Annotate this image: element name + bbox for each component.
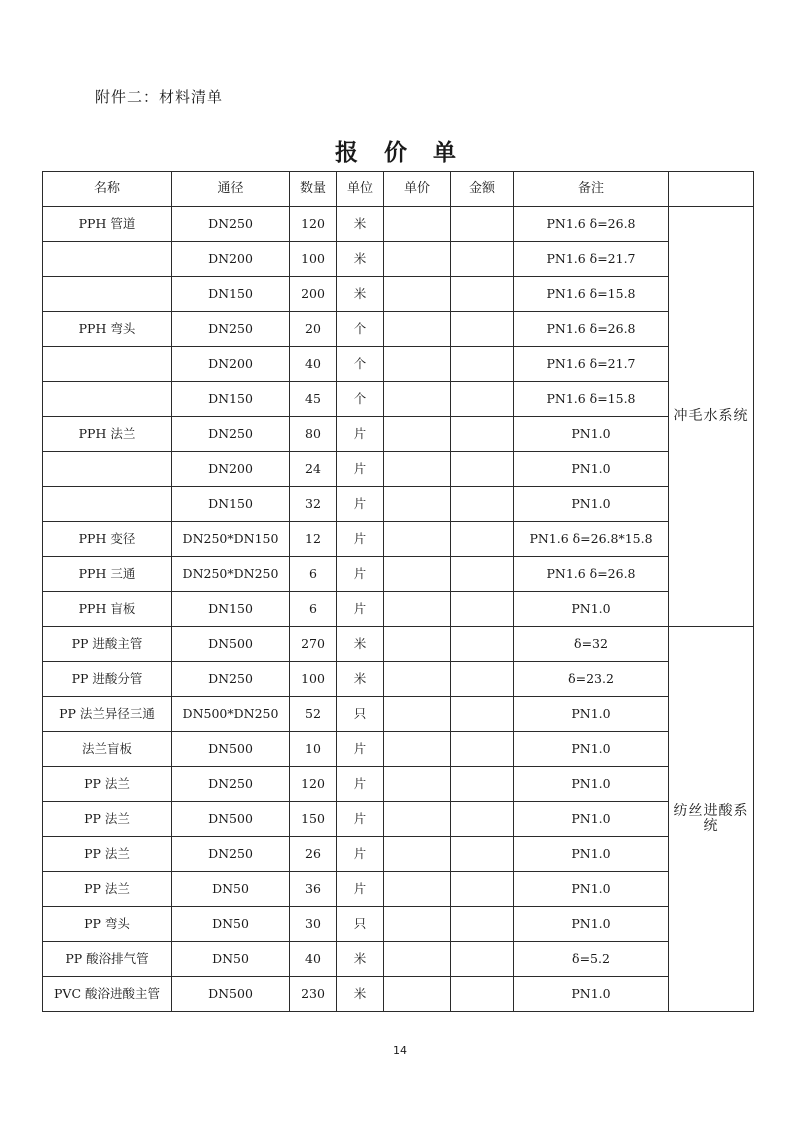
table-row <box>43 242 754 277</box>
item-qty: 150 <box>290 802 337 837</box>
item-spec: DN150 <box>172 382 290 417</box>
item-spec: DN200 <box>172 452 290 487</box>
item-name <box>43 347 172 382</box>
item-spec: DN250 <box>172 837 290 872</box>
item-remark: δ=32 <box>514 627 669 662</box>
header-amount: 金额 <box>451 172 514 207</box>
item-unit: 个 <box>337 382 384 417</box>
item-unit: 米 <box>337 277 384 312</box>
item-spec: DN500*DN250 <box>172 697 290 732</box>
item-name: PPH 法兰 <box>43 417 172 452</box>
item-amount <box>451 382 514 417</box>
item-remark: PN1.0 <box>514 697 669 732</box>
page-number: 14 <box>393 1044 407 1057</box>
item-spec: DN250*DN150 <box>172 522 290 557</box>
item-unit-price <box>384 347 451 382</box>
item-unit: 片 <box>337 872 384 907</box>
item-unit-price <box>384 312 451 347</box>
table-row <box>43 942 754 977</box>
item-unit-price <box>384 802 451 837</box>
item-amount <box>451 732 514 767</box>
item-qty: 120 <box>290 207 337 242</box>
item-qty: 52 <box>290 697 337 732</box>
table-row <box>43 452 754 487</box>
item-unit-price <box>384 487 451 522</box>
item-remark: PN1.6 δ=26.8 <box>514 557 669 592</box>
item-qty: 45 <box>290 382 337 417</box>
item-unit: 只 <box>337 907 384 942</box>
table-row <box>43 732 754 767</box>
header-price: 单价 <box>384 172 451 207</box>
item-name: PP 弯头 <box>43 907 172 942</box>
item-spec: DN150 <box>172 487 290 522</box>
item-unit-price <box>384 417 451 452</box>
item-amount <box>451 977 514 1012</box>
item-qty: 230 <box>290 977 337 1012</box>
item-qty: 30 <box>290 907 337 942</box>
header-spec: 通径 <box>172 172 290 207</box>
table-row <box>43 347 754 382</box>
item-spec: DN250 <box>172 207 290 242</box>
item-name: PPH 管道 <box>43 207 172 242</box>
item-amount <box>451 417 514 452</box>
item-unit: 片 <box>337 767 384 802</box>
item-remark: PN1.6 δ=26.8 <box>514 207 669 242</box>
table-header-row <box>43 172 754 207</box>
item-remark: δ=5.2 <box>514 942 669 977</box>
table-row <box>43 627 754 662</box>
item-name: PP 酸浴排气管 <box>43 942 172 977</box>
item-unit-price <box>384 977 451 1012</box>
item-remark: PN1.0 <box>514 802 669 837</box>
item-remark: PN1.6 δ=26.8 <box>514 312 669 347</box>
item-unit-price <box>384 907 451 942</box>
item-amount <box>451 767 514 802</box>
item-amount <box>451 207 514 242</box>
item-name: PPH 弯头 <box>43 312 172 347</box>
item-amount <box>451 452 514 487</box>
item-name: PVC 酸浴进酸主管 <box>43 977 172 1012</box>
item-qty: 200 <box>290 277 337 312</box>
table-row <box>43 802 754 837</box>
item-unit: 片 <box>337 557 384 592</box>
item-spec: DN200 <box>172 242 290 277</box>
item-name: PPH 盲板 <box>43 592 172 627</box>
table-row <box>43 557 754 592</box>
item-unit: 个 <box>337 312 384 347</box>
item-amount <box>451 312 514 347</box>
system-group-label: 纺丝进酸系统 <box>669 627 754 1012</box>
table-row <box>43 907 754 942</box>
item-spec: DN50 <box>172 942 290 977</box>
table-row <box>43 977 754 1012</box>
item-amount <box>451 277 514 312</box>
table-row <box>43 382 754 417</box>
item-remark: PN1.0 <box>514 767 669 802</box>
item-spec: DN250*DN250 <box>172 557 290 592</box>
item-amount <box>451 487 514 522</box>
item-name: PP 法兰异径三通 <box>43 697 172 732</box>
item-unit-price <box>384 207 451 242</box>
table-row <box>43 697 754 732</box>
item-remark: PN1.6 δ=15.8 <box>514 382 669 417</box>
item-qty: 100 <box>290 662 337 697</box>
item-unit-price <box>384 557 451 592</box>
item-spec: DN500 <box>172 627 290 662</box>
item-qty: 270 <box>290 627 337 662</box>
item-name <box>43 242 172 277</box>
item-unit: 片 <box>337 802 384 837</box>
table-row <box>43 522 754 557</box>
item-name <box>43 382 172 417</box>
item-unit-price <box>384 592 451 627</box>
item-unit-price <box>384 767 451 802</box>
item-name <box>43 487 172 522</box>
header-system <box>669 172 754 207</box>
item-qty: 6 <box>290 557 337 592</box>
quote-title: 报 价 单 <box>334 139 465 166</box>
item-amount <box>451 662 514 697</box>
item-unit: 米 <box>337 627 384 662</box>
header-name: 名称 <box>43 172 172 207</box>
item-amount <box>451 872 514 907</box>
item-remark: PN1.6 δ=21.7 <box>514 347 669 382</box>
item-qty: 40 <box>290 942 337 977</box>
item-amount <box>451 522 514 557</box>
table-row <box>43 207 754 242</box>
item-qty: 10 <box>290 732 337 767</box>
item-name: PP 法兰 <box>43 767 172 802</box>
item-unit: 米 <box>337 242 384 277</box>
item-remark: PN1.0 <box>514 592 669 627</box>
item-unit-price <box>384 382 451 417</box>
item-spec: DN250 <box>172 662 290 697</box>
item-unit-price <box>384 277 451 312</box>
item-remark: PN1.0 <box>514 487 669 522</box>
item-unit: 片 <box>337 732 384 767</box>
item-amount <box>451 242 514 277</box>
item-unit-price <box>384 732 451 767</box>
item-qty: 40 <box>290 347 337 382</box>
item-spec: DN500 <box>172 802 290 837</box>
item-unit: 片 <box>337 837 384 872</box>
item-unit: 片 <box>337 487 384 522</box>
item-unit: 米 <box>337 977 384 1012</box>
item-spec: DN250 <box>172 767 290 802</box>
item-qty: 20 <box>290 312 337 347</box>
item-unit-price <box>384 522 451 557</box>
item-amount <box>451 557 514 592</box>
item-remark: PN1.6 δ=26.8*15.8 <box>514 522 669 557</box>
item-unit-price <box>384 872 451 907</box>
table-row <box>43 767 754 802</box>
item-name: 法兰盲板 <box>43 732 172 767</box>
table-row <box>43 487 754 522</box>
item-unit: 只 <box>337 697 384 732</box>
item-spec: DN250 <box>172 312 290 347</box>
item-remark: PN1.0 <box>514 732 669 767</box>
item-unit-price <box>384 942 451 977</box>
item-spec: DN250 <box>172 417 290 452</box>
item-spec: DN50 <box>172 907 290 942</box>
item-qty: 12 <box>290 522 337 557</box>
item-qty: 6 <box>290 592 337 627</box>
system-group-label: 冲毛水系统 <box>669 207 754 627</box>
table-row <box>43 592 754 627</box>
quote-table <box>42 171 754 1012</box>
item-name: PP 法兰 <box>43 837 172 872</box>
item-unit: 片 <box>337 417 384 452</box>
item-spec: DN500 <box>172 977 290 1012</box>
table-row <box>43 872 754 907</box>
item-spec: DN150 <box>172 277 290 312</box>
item-name <box>43 277 172 312</box>
item-qty: 36 <box>290 872 337 907</box>
item-remark: PN1.6 δ=15.8 <box>514 277 669 312</box>
item-unit: 片 <box>337 592 384 627</box>
item-name: PPH 变径 <box>43 522 172 557</box>
item-spec: DN200 <box>172 347 290 382</box>
item-unit: 个 <box>337 347 384 382</box>
item-qty: 32 <box>290 487 337 522</box>
item-amount <box>451 592 514 627</box>
header-remark: 备注 <box>514 172 669 207</box>
item-name: PPH 三通 <box>43 557 172 592</box>
item-remark: PN1.0 <box>514 417 669 452</box>
item-unit: 米 <box>337 207 384 242</box>
table-row <box>43 417 754 452</box>
item-amount <box>451 697 514 732</box>
item-amount <box>451 627 514 662</box>
item-name: PP 进酸分管 <box>43 662 172 697</box>
item-spec: DN150 <box>172 592 290 627</box>
item-qty: 100 <box>290 242 337 277</box>
item-amount <box>451 347 514 382</box>
item-amount <box>451 802 514 837</box>
table-row <box>43 277 754 312</box>
item-spec: DN500 <box>172 732 290 767</box>
attachment-heading: 附件二：材料清单 <box>95 88 224 106</box>
item-unit: 米 <box>337 942 384 977</box>
item-unit-price <box>384 452 451 487</box>
item-remark: PN1.0 <box>514 872 669 907</box>
table-row <box>43 662 754 697</box>
item-name: PP 法兰 <box>43 872 172 907</box>
header-qty: 数量 <box>290 172 337 207</box>
item-spec: DN50 <box>172 872 290 907</box>
item-amount <box>451 907 514 942</box>
item-remark: PN1.0 <box>514 977 669 1012</box>
item-qty: 24 <box>290 452 337 487</box>
item-unit: 片 <box>337 452 384 487</box>
item-unit: 米 <box>337 662 384 697</box>
item-unit-price <box>384 697 451 732</box>
item-name: PP 法兰 <box>43 802 172 837</box>
table-row <box>43 312 754 347</box>
item-unit-price <box>384 837 451 872</box>
item-qty: 26 <box>290 837 337 872</box>
item-qty: 120 <box>290 767 337 802</box>
item-unit-price <box>384 627 451 662</box>
item-amount <box>451 837 514 872</box>
item-remark: PN1.6 δ=21.7 <box>514 242 669 277</box>
item-remark: PN1.0 <box>514 837 669 872</box>
table-row <box>43 837 754 872</box>
header-unit: 单位 <box>337 172 384 207</box>
item-unit-price <box>384 242 451 277</box>
item-amount <box>451 942 514 977</box>
item-unit-price <box>384 662 451 697</box>
item-unit: 片 <box>337 522 384 557</box>
item-remark: δ=23.2 <box>514 662 669 697</box>
item-name <box>43 452 172 487</box>
item-remark: PN1.0 <box>514 907 669 942</box>
item-remark: PN1.0 <box>514 452 669 487</box>
item-qty: 80 <box>290 417 337 452</box>
item-name: PP 进酸主管 <box>43 627 172 662</box>
